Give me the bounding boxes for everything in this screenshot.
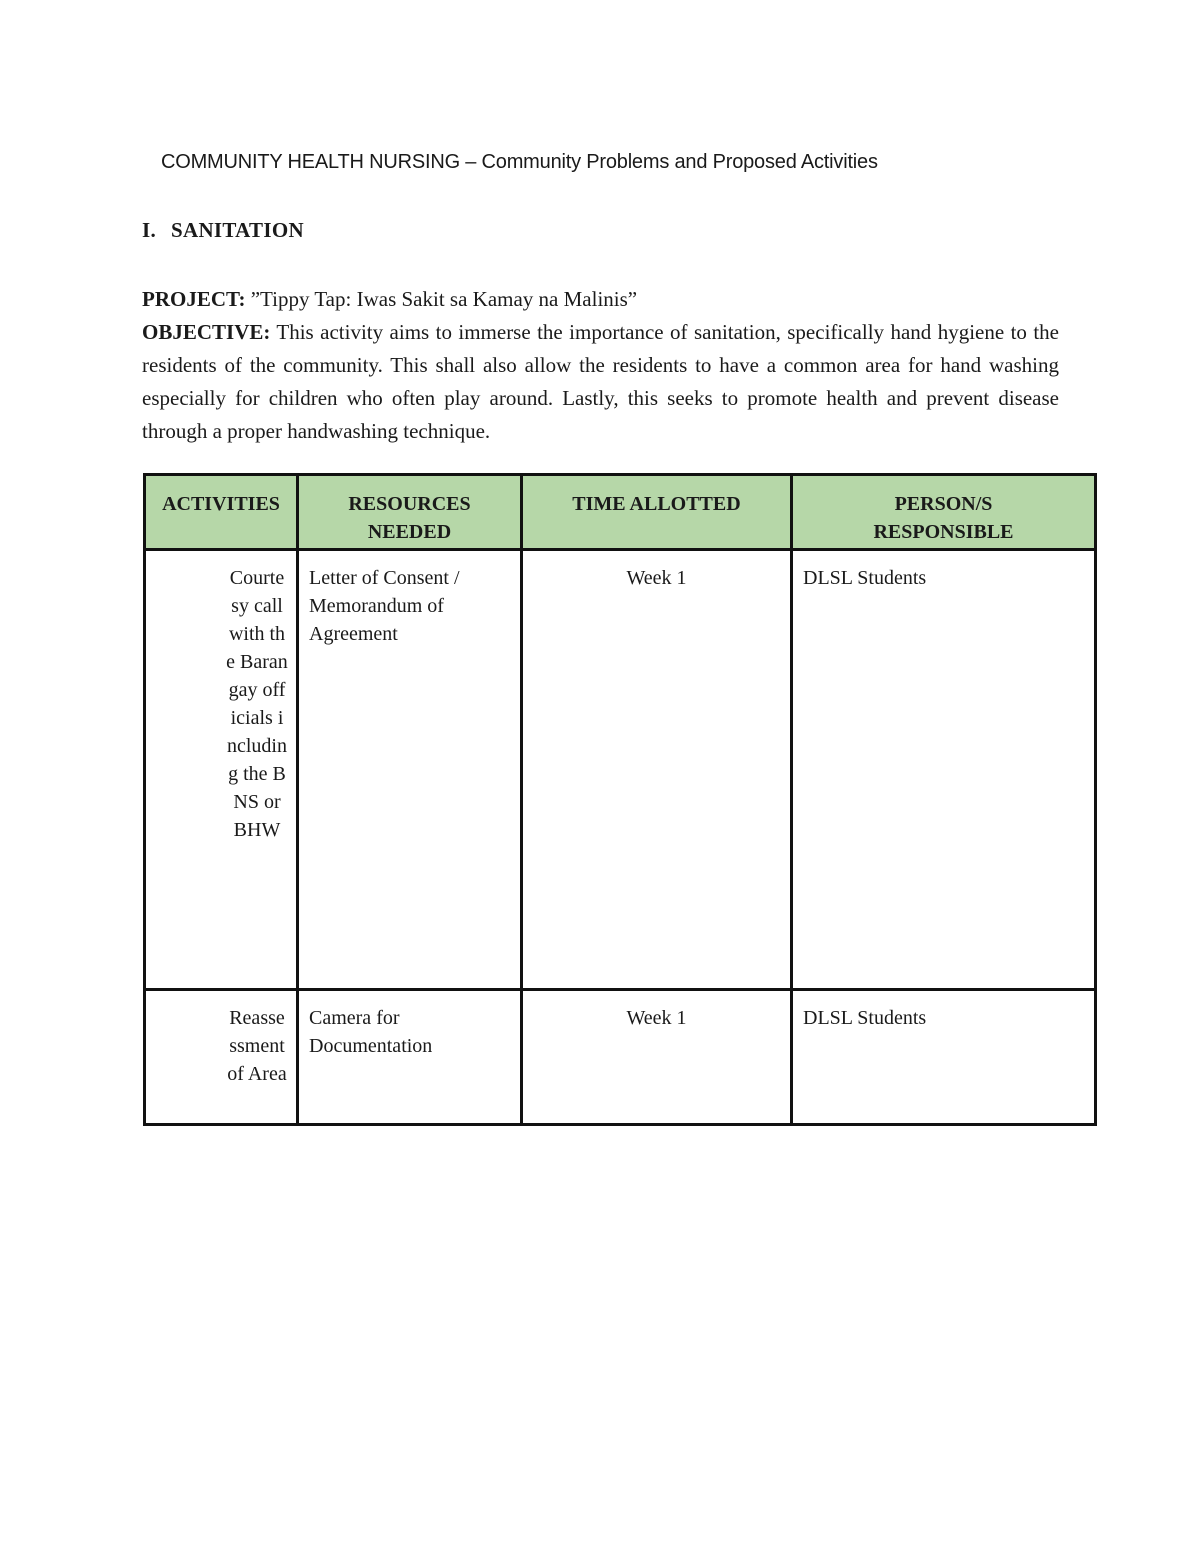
- cell-time: Week 1: [522, 990, 792, 1125]
- header-time: [522, 475, 792, 550]
- project-label: PROJECT:: [142, 287, 246, 311]
- cell-persons: DLSL Students: [792, 990, 1096, 1125]
- activities-table: [143, 473, 1097, 1126]
- header-activities-label: ACTIVITIES: [162, 493, 280, 515]
- section-number: I.: [142, 218, 157, 242]
- header-persons-label: PERSON/S RESPONSIBLE: [873, 493, 1014, 543]
- cell-persons: DLSL Students: [792, 550, 1096, 990]
- project-line: [142, 283, 1059, 316]
- cell-activity: [145, 550, 298, 990]
- cell-activity: [145, 990, 298, 1125]
- header-persons: [792, 475, 1096, 550]
- activity-text: Reassessment of Area: [227, 1007, 287, 1085]
- header-activities: [145, 475, 298, 550]
- table-row: [145, 550, 1096, 990]
- cell-resources: Letter of Consent / Memorandum of Agreement: [298, 550, 522, 990]
- objective-value: This activity aims to immerse the importance of sanitation, specifically hand hygiene to the residents of the community. This shall also allow the residents to have a common area for hand washing especially for children who often play around. Lastly, this seeks to promote health and prevent disease through a proper handwashing technique.: [142, 320, 1059, 443]
- activity-text: Courtesy call with the Barangay officials including the BNS or BHW: [226, 567, 288, 841]
- header-resources-label: RESOURCES NEEDED: [348, 493, 471, 543]
- document-header: COMMUNITY HEALTH NURSING – Community Problems and Proposed Activities: [161, 151, 878, 173]
- project-value: ”Tippy Tap: Iwas Sakit sa Kamay na Malinis”: [245, 287, 638, 311]
- section-title: SANITATION: [171, 218, 304, 242]
- section-heading: [142, 218, 304, 243]
- header-time-label: TIME ALLOTTED: [572, 493, 741, 515]
- header-resources: [298, 475, 522, 550]
- objective-paragraph: [142, 316, 1059, 448]
- table-header-row: [145, 475, 1096, 550]
- project-block: [142, 283, 1059, 448]
- cell-resources: Camera for Documentation: [298, 990, 522, 1125]
- cell-time: Week 1: [522, 550, 792, 990]
- table-row: [145, 990, 1096, 1125]
- objective-label: OBJECTIVE:: [142, 320, 271, 344]
